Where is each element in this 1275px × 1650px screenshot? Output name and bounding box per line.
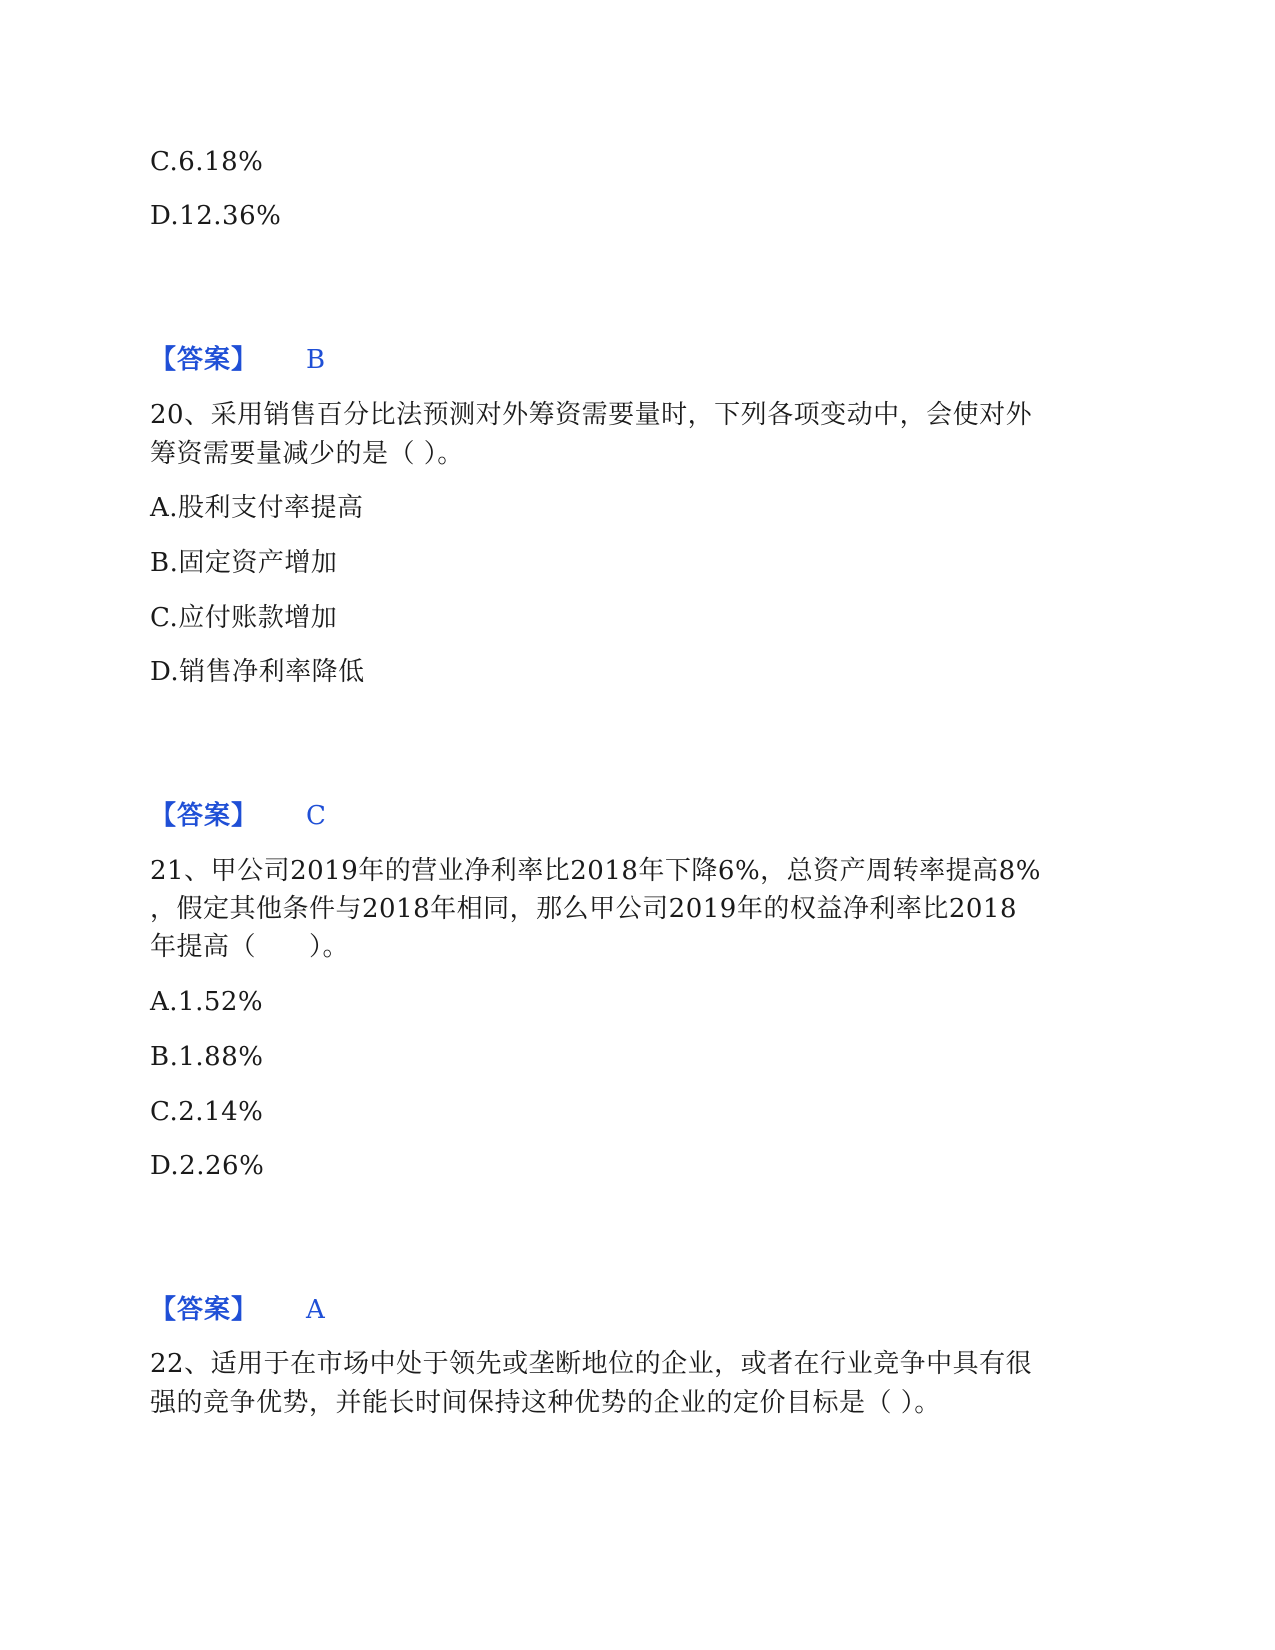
q20-option-c: C.应付账款增加 xyxy=(150,603,338,633)
q21-option-b: B.1.88% xyxy=(150,1042,264,1072)
q20-answer xyxy=(150,796,326,836)
q19-option-d: D.12.36% xyxy=(150,201,282,231)
q21-option-a: A.1.52% xyxy=(150,987,264,1017)
q21-answer xyxy=(150,1290,325,1330)
q21-stem-line-3: 年提高（ ）。 xyxy=(150,932,350,962)
q21-stem-line-1: 21、甲公司2019年的营业净利率比2018年下降6%，总资产周转率提高8% xyxy=(150,856,1041,886)
q21-stem-line-2: ，假定其他条件与2018年相同，那么甲公司2019年的权益净利率比2018 xyxy=(150,894,1018,924)
q20-option-a: A.股利支付率提高 xyxy=(150,493,364,523)
q19-option-c: C.6.18% xyxy=(150,147,264,177)
q20-stem-line-2: 筹资需要量减少的是（ ）。 xyxy=(150,439,464,469)
answer-value: B xyxy=(306,345,326,375)
q21-option-c: C.2.14% xyxy=(150,1097,264,1127)
q20-option-b: B.固定资产增加 xyxy=(150,548,338,578)
q21-option-d: D.2.26% xyxy=(150,1151,265,1181)
answer-label: 【答案】 xyxy=(150,801,259,831)
answer-label: 【答案】 xyxy=(150,1295,259,1325)
q22-stem-line-2: 强的竞争优势，并能长时间保持这种优势的企业的定价目标是（ ）。 xyxy=(150,1388,941,1418)
answer-value: C xyxy=(306,801,326,831)
answer-label: 【答案】 xyxy=(150,345,259,375)
q22-stem-line-1: 22、适用于在市场中处于领先或垄断地位的企业，或者在行业竞争中具有很 xyxy=(150,1349,1033,1379)
q19-answer xyxy=(150,340,325,380)
answer-value: A xyxy=(306,1295,325,1325)
q20-option-d: D.销售净利率降低 xyxy=(150,657,365,687)
q20-stem-line-1: 20、采用销售百分比法预测对外筹资需要量时，下列各项变动中，会使对外 xyxy=(150,400,1033,430)
